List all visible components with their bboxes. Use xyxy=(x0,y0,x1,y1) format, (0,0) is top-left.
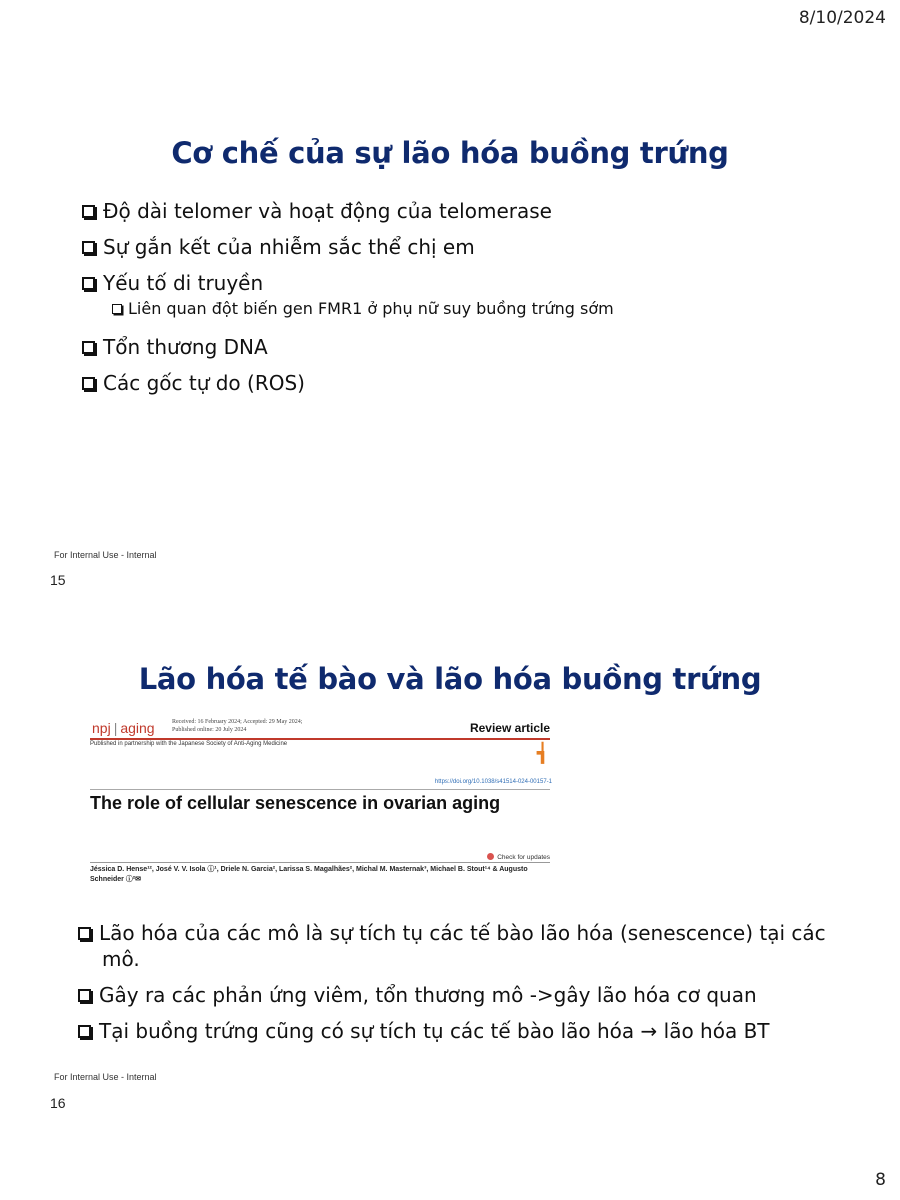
open-access-icon: ┪ xyxy=(537,743,548,763)
bullet-text: Độ dài telomer và hoạt động của telomerase xyxy=(103,199,552,223)
bullet-item xyxy=(82,234,614,260)
article-type: Review article xyxy=(469,721,550,735)
checkbox-bullet-icon xyxy=(82,377,95,390)
paper-snippet-image xyxy=(90,716,552,886)
bullet-text: Gây ra các phản ứng viêm, tổn thương mô ->gây lão hóa cơ quan xyxy=(99,983,757,1007)
bullet-text: Lão hóa của các mô là sự tích tụ các tế bào lão hóa (senescence) tại các mô. xyxy=(99,921,826,971)
slide-16-footer: For Internal Use - Internal xyxy=(54,1072,157,1082)
slide-15-bullet-list xyxy=(82,198,614,396)
slide-15-footer: For Internal Use - Internal xyxy=(54,550,157,560)
paper-title: The role of cellular senescence in ovarian aging xyxy=(90,793,501,813)
slide-16-number: 16 xyxy=(50,1095,66,1111)
paper-dates-line: Published online: 20 July 2024 xyxy=(172,727,247,733)
bullet-text: Các gốc tự do (ROS) xyxy=(103,371,305,395)
paper-authors: Jéssica D. Hense¹², José V. V. Isola ⓘ¹, Driele N. Garcia², Larissa S. Magalhães², Michal M. Masternak³, Michael B. Stout¹⁴ & Augusto Schneider ⓘ²✉ xyxy=(90,866,528,883)
checkbox-bullet-icon xyxy=(78,927,91,940)
checkbox-bullet-icon xyxy=(82,341,95,354)
bullet-item xyxy=(82,270,614,296)
bullet-item xyxy=(78,1018,838,1044)
bullet-item xyxy=(82,334,614,360)
checkbox-bullet-icon xyxy=(82,277,95,290)
paper-dates xyxy=(172,718,302,734)
checkbox-bullet-icon xyxy=(78,1025,91,1038)
checkbox-bullet-icon xyxy=(112,304,122,314)
check-updates-badge xyxy=(487,853,550,861)
authors-rule xyxy=(90,862,550,863)
slide-16-bullet-list xyxy=(78,920,838,1044)
page-number: 8 xyxy=(875,1170,886,1190)
slide-15-title: Cơ chế của sự lão hóa buồng trứng xyxy=(171,136,729,170)
bullet-text: Sự gắn kết của nhiễm sắc thể chị em xyxy=(103,235,475,259)
paper-dates-line: Received: 16 February 2024; Accepted: 29 May 2024; xyxy=(172,719,303,725)
journal-name: npj xyxy=(92,720,111,736)
journal-logo: npj | aging xyxy=(92,720,155,736)
partnership-line: Published in partnership with the Japanese Society of Anti-Aging Medicine xyxy=(90,741,288,747)
header-rule xyxy=(90,738,550,740)
print-date: 8/10/2024 xyxy=(798,8,886,28)
sub-bullet-text: Liên quan đột biến gen FMR1 ở phụ nữ suy buồng trứng sớm xyxy=(128,299,614,318)
title-rule xyxy=(90,789,550,790)
check-updates-icon xyxy=(487,853,494,860)
checkbox-bullet-icon xyxy=(82,241,95,254)
check-updates-text: Check for updates xyxy=(497,854,550,861)
journal-section: aging xyxy=(120,720,155,736)
paper-doi: https://doi.org/10.1038/s41514-024-00157-1 xyxy=(434,779,552,785)
sub-bullet-item xyxy=(112,298,614,320)
bullet-text: Tổn thương DNA xyxy=(103,335,268,359)
checkbox-bullet-icon xyxy=(82,205,95,218)
checkbox-bullet-icon xyxy=(78,989,91,1002)
bullet-item xyxy=(82,370,614,396)
bullet-text: Tại buồng trứng cũng có sự tích tụ các tế bào lão hóa → lão hóa BT xyxy=(99,1019,770,1043)
slide-15-number: 15 xyxy=(50,572,66,588)
bullet-item xyxy=(78,982,838,1008)
bullet-item xyxy=(82,198,614,224)
bullet-item xyxy=(78,920,838,972)
bullet-text: Yếu tố di truyền xyxy=(103,271,264,295)
slide-16-title: Lão hóa tế bào và lão hóa buồng trứng xyxy=(138,662,762,696)
